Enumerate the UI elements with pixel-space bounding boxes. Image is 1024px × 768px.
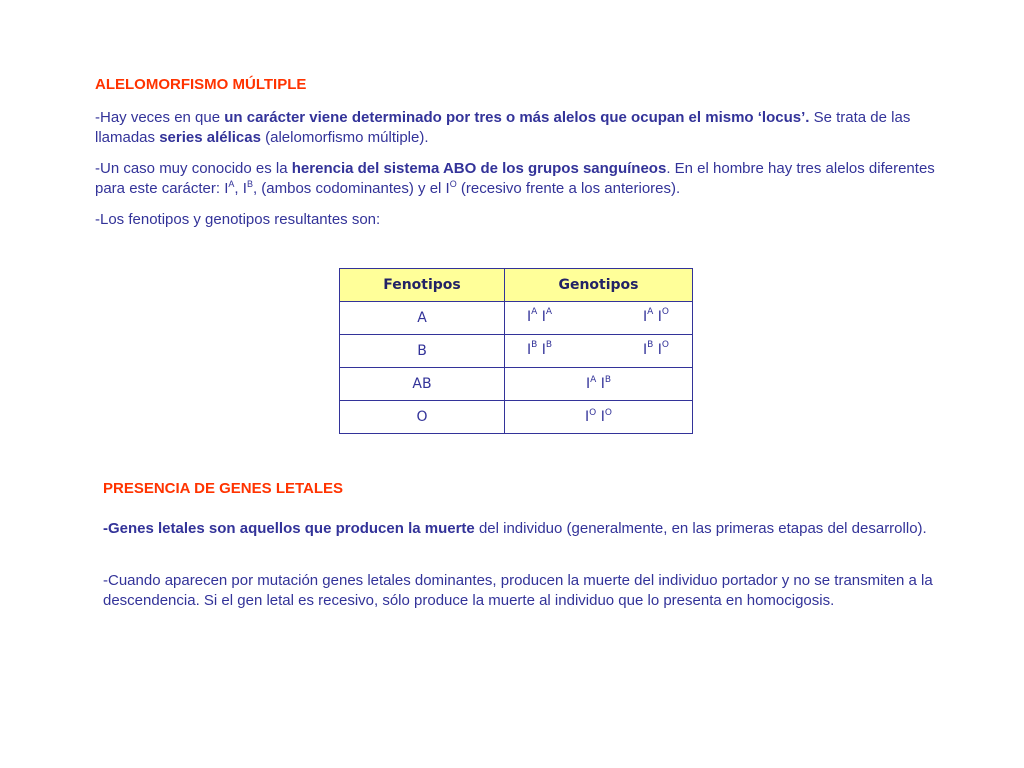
bold-run: series alélicas — [159, 129, 261, 146]
header-genotipos: Genotipos — [505, 269, 693, 302]
genotype-cell — [505, 335, 693, 368]
paragraph-lethal-dominant: -Cuando aparecen por mutación genes letales dominantes, producen la muerte del individuo portador y no se transmiten a la descendencia. Si el gen letal es recesivo, sólo produce la muerte al individuo que lo presenta en homocigosis. — [103, 572, 933, 609]
paragraph-lethal-definition — [103, 519, 963, 539]
bold-run: un carácter viene determinado por tres o más alelos que ocupan el mismo ‘locus’. — [224, 109, 810, 126]
paragraph-table-intro: -Los fenotipos y genotipos resultantes son: — [95, 211, 381, 228]
section-title-genes-letales: PRESENCIA DE GENES LETALES — [103, 480, 344, 497]
table-row — [340, 401, 693, 434]
phenotype-cell: AB — [340, 368, 505, 401]
phenotype-cell: B — [340, 335, 505, 368]
section-title-alelomorfismo: ALELOMORFISMO MÚLTIPLE — [95, 76, 307, 93]
genotype: $I^B$ $I^O$ — [643, 340, 670, 358]
genotype-cell — [505, 302, 693, 335]
paragraph-definition — [95, 108, 945, 148]
genotype: $I^A$ $I^O$ — [643, 307, 669, 325]
genotype-cell — [505, 368, 693, 401]
genotype: $I^O$ $I^O$ — [585, 408, 612, 425]
table-header-row — [340, 269, 693, 302]
bold-run: herencia del sistema ABO de los grupos sanguíneos — [291, 160, 667, 177]
abo-genotype-table — [339, 268, 693, 434]
text-run: -Un caso muy conocido es la — [95, 160, 292, 177]
genotype-cell — [505, 401, 693, 434]
bold-run: -Genes letales son aquellos que producen la muerte — [103, 520, 475, 537]
table-row — [340, 302, 693, 335]
superscript: A — [228, 179, 235, 189]
text-run: , I — [234, 180, 247, 197]
genotype: $I^A$ $I^A$ — [527, 307, 553, 325]
table-row — [340, 335, 693, 368]
phenotype-cell: O — [340, 401, 505, 434]
header-fenotipos: Fenotipos — [340, 269, 505, 302]
text-run: -Hay veces en que — [95, 109, 225, 126]
genotype: $I^B$ $I^B$ — [527, 340, 553, 358]
text-run: (alelomorfismo múltiple). — [260, 129, 429, 146]
text-run: del individuo (generalmente, en las primeras etapas del desarrollo). — [474, 520, 927, 537]
table-row — [340, 368, 693, 401]
superscript: O — [449, 179, 457, 189]
superscript: B — [246, 179, 253, 189]
phenotype-cell: A — [340, 302, 505, 335]
paragraph-abo-system — [95, 159, 945, 199]
genotype: $I^A$ $I^B$ — [585, 375, 612, 392]
text-run: . En el hombre hay tres alelos diferentes para este carácter: I — [95, 160, 935, 197]
text-run: (recesivo frente a los anteriores). — [456, 180, 681, 197]
text-run: , (ambos codominantes) y el I — [252, 180, 450, 197]
text-run: Se trata de las llamadas — [95, 109, 911, 146]
